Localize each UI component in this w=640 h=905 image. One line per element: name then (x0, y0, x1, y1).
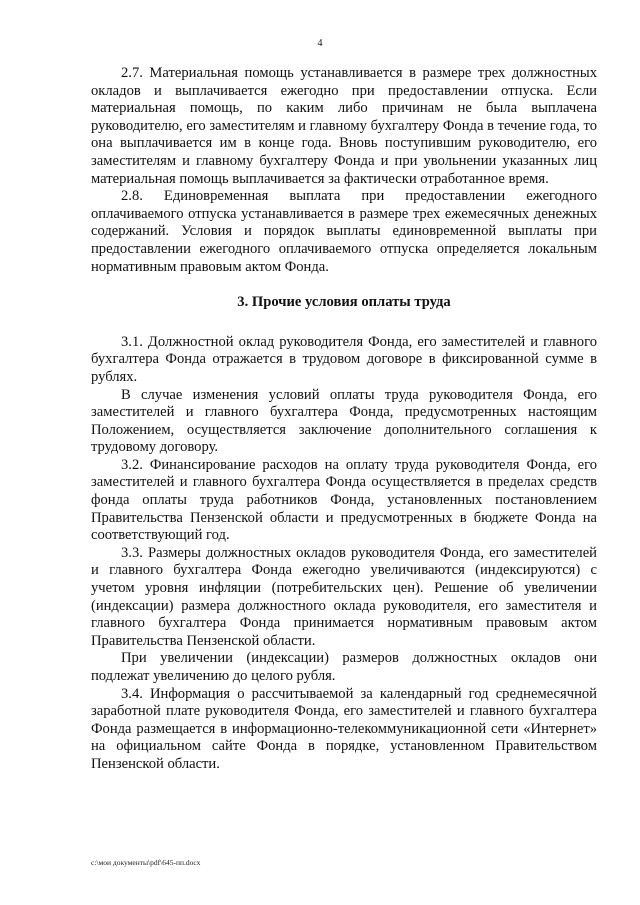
paragraph-3-1: 3.1. Должностной оклад руководителя Фонда, его заместителей и главного бухгалтера Фонда отражается в трудовом договоре в фиксированной сумме в рублях. (91, 333, 597, 385)
paragraph-3-3: 3.3. Размеры должностных окладов руководителя Фонда, его заместителей и главного бухгалтера Фонда ежегодно увеличиваются (индексируются) с учетом уровня инфляции (потребительских цен). Решение об увеличении (индексации) размера должностного оклада руководителя, его заместителя и главного бухгалтера Фонда принимается нормативным правовым актом Правительства Пензенской области. (91, 544, 597, 649)
paragraph-2-7: 2.7. Материальная помощь устанавливается в размере трех должностных окладов и выплачивается ежегодно при предоставлении отпуска. Если материальная помощь, по каким либо причинам не была выплачена руководителю, его заместителям и главному бухгалтеру Фонда в течение года, то она выплачивается им в конце года. Вновь поступившим руководителю, его заместителям и главному бухгалтеру Фонда и при увольнении указанных лиц материальная помощь выплачивается за фактически отработанное время. (91, 65, 597, 187)
page-number: 4 (317, 38, 323, 49)
section-3-title: 3. Прочие условия оплаты труда (237, 294, 451, 311)
footer-file-path: c:\мои документы\pdf\645-пп.docx (91, 858, 201, 867)
paragraph-3-3-continuation: При увеличении (индексации) размеров должностных окладов они подлежат увеличению до целого рубля. (91, 650, 597, 684)
paragraph-3-1-continuation: В случае изменения условий оплаты труда руководителя Фонда, его заместителей и главного бухгалтера Фонда, предусмотренных настоящим Положением, осуществляется заключение дополнительного соглашения к трудовому договору. (91, 386, 597, 456)
paragraph-3-4: 3.4. Информация о рассчитываемой за календарный год среднемесячной заработной плате руководителя Фонда, его заместителей и главного бухгалтера Фонда размещается в информационно-телекоммуникационной сети «Интернет» на официальном сайте Фонда в порядке, установленном Правительством Пензенской области. (91, 685, 597, 772)
paragraph-2-8: 2.8. Единовременная выплата при предоставлении ежегодного оплачиваемого отпуска устанавливается в размере трех ежемесячных денежных содержаний. Условия и порядок выплаты единовременной выплаты при предоставлении ежегодного оплачиваемого отпуска определяется локальным нормативным правовым актом Фонда. (91, 188, 597, 275)
document-body (91, 65, 597, 774)
paragraph-3-2: 3.2. Финансирование расходов на оплату труда руководителя Фонда, его заместителей и главного бухгалтера Фонда осуществляется в пределах средств фонда оплаты труда работников Фонда, установленных постановлением Правительства Пензенской области и предусмотренных в бюджете Фонда на соответствующий год. (91, 456, 597, 544)
